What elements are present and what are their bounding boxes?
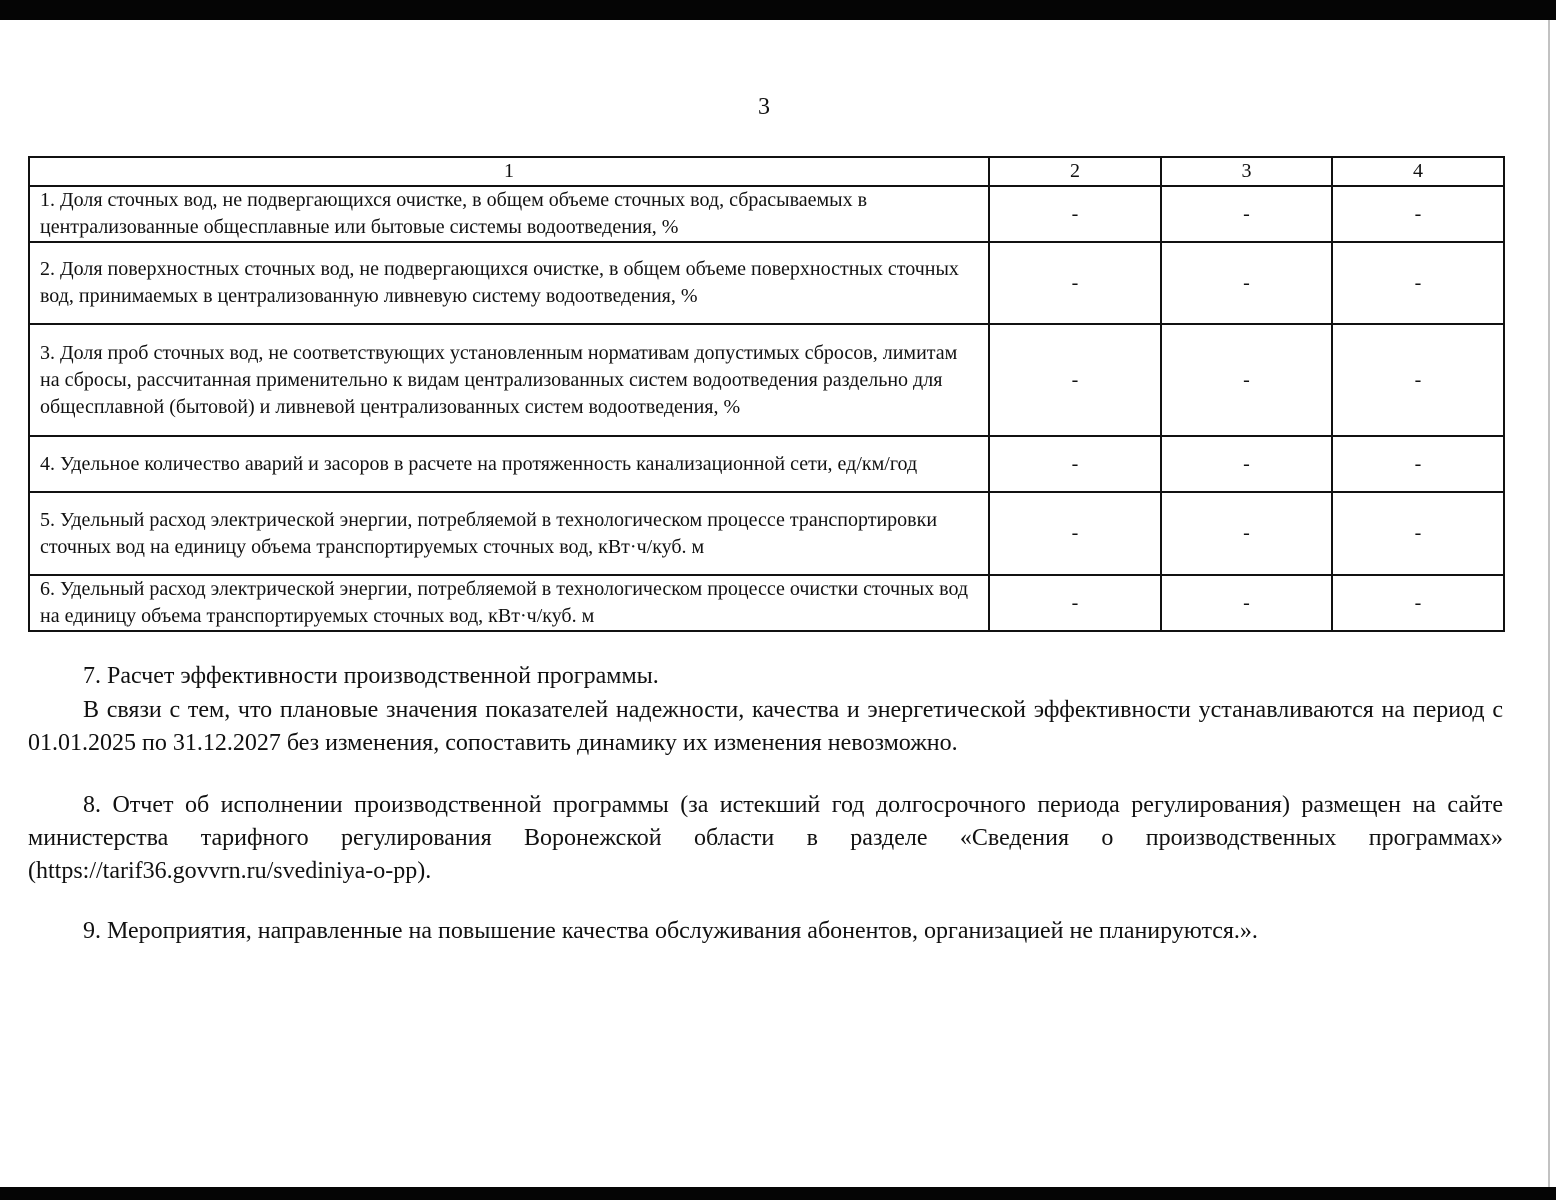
table-header-cell: 4 — [1332, 157, 1504, 186]
indicator-label: 4. Удельное количество аварий и засоров в расчете на протяженность канализационной сети, ед/км/год — [29, 436, 989, 492]
table-row — [29, 186, 1504, 242]
scan-border-bottom — [0, 1187, 1556, 1200]
indicator-value: - — [1332, 436, 1504, 492]
indicator-value: - — [1332, 324, 1504, 436]
table-header-row — [29, 157, 1504, 186]
section-7-text: В связи с тем, что плановые значения показателей надежности, качества и энергетической эффективности устанавливаются на период с 01.01.2025 по 31.12.2027 без изменения, сопоставить динамику их изменения невозможно. — [28, 697, 1503, 756]
table-header-cell: 3 — [1161, 157, 1332, 186]
indicator-value: - — [989, 436, 1161, 492]
indicator-value: - — [1161, 492, 1332, 575]
indicator-value: - — [1161, 575, 1332, 631]
table-row — [29, 492, 1504, 575]
section-7-title: 7. Расчет эффективности производственной программы. — [83, 663, 659, 689]
table-row — [29, 242, 1504, 324]
indicators-table — [28, 156, 1505, 632]
section-8-text: 8. Отчет об исполнении производственной программы (за истекший год долгосрочного периода регулирования) размещен на сайте министерства тарифного регулирования Воронежской области в разделе «Сведения о производственных программах» (https://tarif36.govvrn.ru/svediniya-o-pp). — [28, 792, 1503, 884]
indicator-value: - — [1161, 324, 1332, 436]
indicator-value: - — [1161, 436, 1332, 492]
table-header-cell: 2 — [989, 157, 1161, 186]
indicator-value: - — [1332, 186, 1504, 242]
scan-border-right — [1548, 20, 1550, 1187]
indicator-value: - — [989, 575, 1161, 631]
section-9-text: 9. Мероприятия, направленные на повышение качества обслуживания абонентов, организацией не планируются.». — [83, 918, 1258, 944]
table-row — [29, 324, 1504, 436]
indicator-label: 2. Доля поверхностных сточных вод, не подвергающихся очистке, в общем объеме поверхностных сточных вод, принимаемых в централизованную ливневую систему водоотведения, % — [29, 242, 989, 324]
indicator-value: - — [989, 186, 1161, 242]
table-row — [29, 436, 1504, 492]
indicator-value: - — [1332, 575, 1504, 631]
table-header-cell: 1 — [29, 157, 989, 186]
indicator-label: 6. Удельный расход электрической энергии, потребляемой в технологическом процессе очистки сточных вод на единицу объема транспортируемых сточных вод, кВт·ч/куб. м — [29, 575, 989, 631]
page-number: 3 — [758, 94, 770, 120]
indicator-value: - — [1161, 186, 1332, 242]
indicator-value: - — [1332, 492, 1504, 575]
indicator-value: - — [1161, 242, 1332, 324]
indicator-value: - — [989, 492, 1161, 575]
indicator-label: 1. Доля сточных вод, не подвергающихся очистке, в общем объеме сточных вод, сбрасываемых в централизованные общесплавные или бытовые системы водоотведения, % — [29, 186, 989, 242]
scan-border-top — [0, 0, 1556, 20]
table-row — [29, 575, 1504, 631]
indicator-label: 5. Удельный расход электрической энергии, потребляемой в технологическом процессе транспортировки сточных вод на единицу объема транспортируемых сточных вод, кВт·ч/куб. м — [29, 492, 989, 575]
indicator-value: - — [989, 242, 1161, 324]
indicator-value: - — [1332, 242, 1504, 324]
indicator-value: - — [989, 324, 1161, 436]
indicator-label: 3. Доля проб сточных вод, не соответствующих установленным нормативам допустимых сбросов, лимитам на сбросы, рассчитанная применительно к видам централизованных систем водоотведения раздельно для общесплавной (бытовой) и ливневой централизованных систем водоотведения, % — [29, 324, 989, 436]
